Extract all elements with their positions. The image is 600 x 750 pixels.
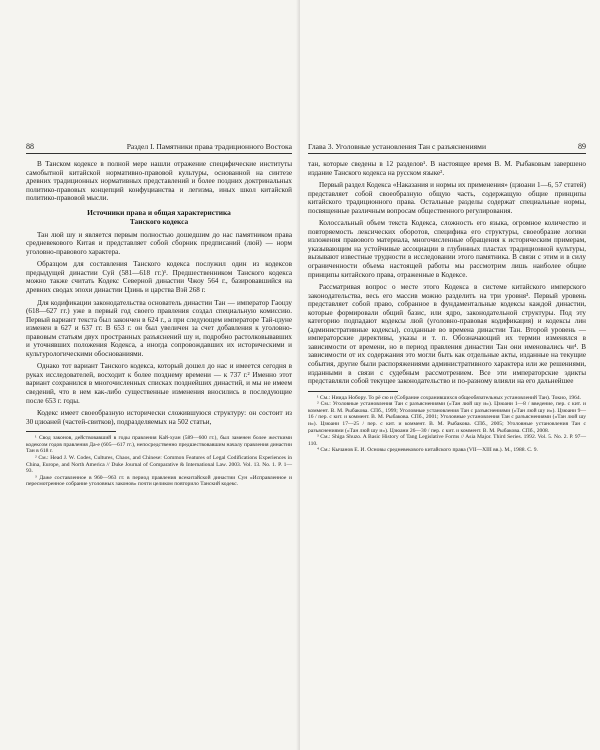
section-title bbox=[26, 208, 292, 226]
right-footnote-3: ³ См.: Shiga Shuzo. A Basic History of Tang Legislative Forms // Asia Major. Third Series. 1992. Vol. 5. No. 2. P. 97—110. bbox=[308, 434, 586, 447]
left-footnote-2: ² См.: Head J. W. Codes, Cultures, Chaos, and Chinese: Common Features of Legal Codifications Experiences in China, Europe, and North America // Duke Journal of Comparative & International Law. 2003. Vol. 13. No. 1. P. 1—93. bbox=[26, 455, 292, 475]
left-intro-paragraph: В Танском кодексе в полной мере нашли отражение специфические институты самобытной китайской нормативно-правовой культуры, основанной на синтезе древних традиционных нормативных представлений и более поздних доктринальных политико-правовых концепций конфуцианства и легизма, иных школ китайской политико-правовой мысли. bbox=[26, 160, 292, 203]
right-footnote-2: ² См.: Уголовные установления Тан с разъяснениями («Тан люй шу и»). Цзюани 1—8 / введение, пер. с кит. и коммент. В. М. Рыбакова. СПб., 1999; Уголовные установления Тан с разъяснениями («Тан люй шу и»). Цзюани 9—16 / пер. с кит. и коммент. В. М. Рыбакова. СПб., 2001; Уголовные установления Тан с разъяснениями («Тан люй шу и»). Цзюани 17—25 / пер. с кит. и коммент. В. М. Рыбакова. СПб., 2005; Уголовные установления Тан с разъяснениями («Тан люй шу и»). Цзюани 26—30 / пер. с кит. и коммент. В. М. Рыбакова. СПб., 2008. bbox=[308, 401, 586, 434]
left-footnote-3: ³ Даже составленное в 960—963 гг. в период правления всекитайской династии Сун «Исправленное и пересмотренное собрание уголовных законов» почти целиком повторило Танский кодекс. bbox=[26, 474, 292, 488]
right-paragraph-2: Первый раздел Кодекса «Наказания и нормы их применения» (цзюани 1—6, 57 статей) представляет собой своеобразную общую часть, содержащую общие принципы китайского традиционного права. Остальные разделы содержат специальные нормы, посвященные различным вопросам общественного регулирования. bbox=[308, 181, 586, 215]
right-page bbox=[300, 0, 600, 750]
left-running-head: Раздел I. Памятники права традиционного Востока bbox=[126, 142, 292, 151]
section-title-line-2: Танского кодекса bbox=[129, 216, 189, 226]
right-page-number: 89 bbox=[578, 142, 586, 151]
left-paragraph-5: Кодекс имеет своеобразную исторически сложившуюся структуру: он состоит из 30 цзюаней (частей-свитков), подразделяемых на 502 статьи, bbox=[26, 409, 292, 426]
left-footnote-1: ¹ Свод законов, действовавший в годы правления Кай-хуан (589—600 гг.), был заменен более жесткими кодексом годов правления Да-е (605—617 гг.), непосредственно предшествовавшим началу правления династии Тан в 618 г. bbox=[26, 435, 292, 455]
right-paragraph-4: Рассматривая вопрос о месте этого Кодекса в системе китайского имперского законодательства, весь его массив можно разделить на три уровня³. Первый уровень представляет собой право, собранное в фундаментальные кодексы каждой династии, которые формировали общий базис, или ядро, законодательной структуры. Под эту категорию подпадают кодексы люй (уголовно-правовая кодификация) и кодексы лин (административные кодексы), созданные во времена династии Тан. Второй уровень — императорские директивы, указы и т. п. Обозначающий их термин изменялся в зависимости от времени, но в период правления династии Тан они именовались чи⁴. В зависимости от их содержания это могли быть как отдельные акты, изданные на текущие события, другие были распоряжениями административного характера или же решениями, изданными в связи с судебным рассмотрением. Все эти императорские эдикты представляли собой текущее законодательство и по-разному влияли на его дальнейшее bbox=[308, 283, 586, 386]
left-paragraph-1: Тан люй шу и является первым полностью дошедшим до нас памятником права средневекового Китая и представляет собой сборник предписаний (люй) — норм уголовно-правового характера. bbox=[26, 230, 292, 256]
left-footnote-rule bbox=[26, 431, 116, 432]
right-page-header bbox=[308, 142, 586, 154]
section-title-line-1: Источники права и общая характеристика bbox=[87, 207, 231, 217]
right-running-head: Глава 3. Уголовные установления Тан с разъяснениями bbox=[308, 142, 487, 151]
right-footnote-1: ¹ См.: Ниида Нобору. То рё сю и (Собрание сохранившихся общеобязательных установлений Тан). Токио, 1964. bbox=[317, 394, 582, 401]
right-paragraph-3: Колоссальный объем текста Кодекса, сложность его языка, огромное количество и повторяемость лексических оборотов, специфика его структуры, своеобразие логики изложения правового материала, многочисленные обращения к историческим примерам, указывающим на устойчивые ассоциации в глубинных пластах традиционной культуры, вызывают известные трудности в исследовании этого памятника. В связи с этим и в силу ограниченности объема настоящей работы мы рассмотрим лишь наиболее общие принципы китайского права, отраженные в Кодексе. bbox=[308, 219, 586, 279]
left-page-header bbox=[26, 142, 292, 154]
right-footnote-rule bbox=[308, 391, 398, 392]
left-paragraph-3: Для кодификации законодательства основатель династии Тан — император Гаоцзу (618—627 гг.) уже в первый год своего правления создал специальную комиссию. Первый вариант текста был закончен в 624 г., а при следующем императоре Тай-цзуне изменен в 627 и 637 гг. В 653 г. он был увеличен за счет добавления к уголовно-правовым статьям двух пространных разъяснений шу и, подробно растолковывавших и уточнявших положения Кодекса, а иногда сопровождавших их историческими и культурологическими обоснованиями. bbox=[26, 298, 292, 358]
left-paragraph-2: Образцом для составления Танского кодекса послужил один из кодексов предыдущей династии Суй (581—618 гг.)¹. Предшественником Танского кодекса можно также считать Кодекс Северной династии Чжоу 564 г., базировавшийся на древних сводах эпохи династии Цзинь и царства Вэй 268 г. bbox=[26, 260, 292, 295]
left-paragraph-4: Однако тот вариант Танского кодекса, который дошел до нас и имеется сегодня в руках исследователей, восходит к более позднему времени — к 737 г.² Именно этот вариант сохранился в многочисленных списках позднейших династий, и мы не имеем сведений, что в нем как-либо существенные изменения вносились в последующие после 653 г. годы. bbox=[26, 362, 292, 405]
right-paragraph-1: тан, которые сведены в 12 разделов¹. В настоящее время В. М. Рыбаковым завершено издание Танского кодекса на русском языке². bbox=[308, 160, 586, 177]
right-footnote-4: ⁴ См.: Кычанов Е. И. Основы средневекового китайского права (VII—XIII вв.). М., 1988. С. 9. bbox=[317, 447, 538, 454]
left-page-number: 88 bbox=[26, 142, 34, 151]
